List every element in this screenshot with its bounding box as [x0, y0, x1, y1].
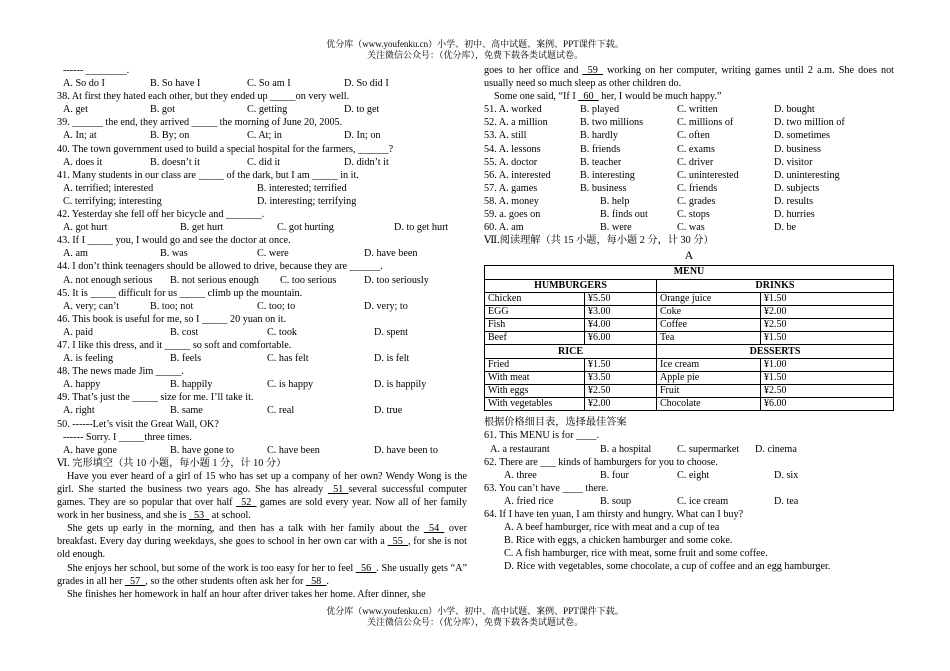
q43-stem: 43. If I _____ you, I would go and see the doctor at once.	[57, 235, 291, 247]
option: C. At; in	[247, 130, 282, 142]
table-row: Fried ¥1.50 Ice cream ¥1.00	[485, 358, 894, 371]
option: D. to get	[344, 104, 380, 116]
menu-title: MENU	[485, 266, 894, 279]
table-row: EGG ¥3.00 Coke ¥2.00	[485, 305, 894, 318]
option: A. terrified; interested	[63, 182, 154, 194]
drinks-heading: DRINKS	[657, 279, 894, 292]
q64-option-b: B. Rice with eggs, a chicken hamburger and some coke.	[504, 535, 733, 547]
left-column	[57, 64, 467, 601]
footer-line-2: 关注微信公众号：（优分库），免费下载各类试题试卷。	[366, 617, 583, 627]
q37-options	[57, 77, 467, 90]
option: A. right	[63, 405, 95, 417]
option: B. cost	[170, 326, 199, 338]
q43-options	[57, 247, 467, 260]
option: C. getting	[247, 104, 288, 116]
option: A. three	[504, 469, 537, 481]
option: A. got hurt	[63, 222, 108, 234]
q47-stem: 47. I like this dress, and it _____ so soft and comfortable.	[57, 339, 292, 351]
q48-stem: 48. The news made Jim _____.	[57, 366, 184, 378]
option: D. too seriously	[364, 274, 429, 286]
header-line-1: 优分库（www.youfenku.cn）小学、初中、高中试题、案例、PPT课件下载。	[326, 39, 624, 49]
option: D. spent	[374, 326, 408, 338]
page-footer	[0, 606, 950, 628]
q50-options	[57, 444, 467, 457]
option: D. didn’t it	[344, 156, 389, 168]
table-row: With meat ¥3.50 Apple pie ¥1.50	[485, 371, 894, 384]
option: C. too; to	[257, 300, 296, 312]
q49-options	[57, 404, 467, 417]
option: C. So am I	[247, 78, 291, 90]
option: A. not enough serious	[63, 274, 153, 286]
cloze-paragraph-4-cont: goes to her office and _59_ working on her computer, writing games until 2 a.m. She does not usually need so much sleep as other children do.	[484, 65, 894, 90]
q42-options	[57, 221, 467, 234]
option: A. a restaurant	[490, 443, 550, 455]
option: A. paid	[63, 326, 93, 338]
passage-label: A	[684, 248, 694, 263]
cloze-paragraph-4: She finishes her homework in half an hour after driver takes her home. After dinner, she	[67, 588, 426, 600]
option: D. cinema	[755, 443, 797, 455]
option: B. happily	[170, 379, 213, 391]
option: C. eight	[677, 469, 710, 481]
q46-options	[57, 326, 467, 339]
rice-heading: RICE	[485, 345, 657, 358]
q50-stem-2: ------ Sorry. I _____three times.	[63, 431, 192, 443]
q39-options	[57, 129, 467, 142]
q64-option-d: D. Rice with vegetables, some chocolate, a cup of coffee and an egg hamburger.	[504, 561, 831, 573]
option: B. have gone to	[170, 444, 234, 456]
q49-stem: 49. That’s just the _____ size for me. I’ll take it.	[57, 392, 254, 404]
q46-stem: 46. This book is useful for me, so I _____ 20 yuan on it.	[57, 313, 287, 325]
option: B. not serious enough	[170, 274, 259, 286]
menu-table	[484, 265, 894, 411]
option: B. feels	[170, 353, 202, 365]
q64-stem: 64. If I have ten yuan, I am thirsty and hungry. What can I buy?	[484, 509, 744, 521]
q63-options	[484, 495, 894, 508]
cloze-option-row: 56. A. interested B. interesting C. uninterested D. uninteresting	[484, 169, 840, 181]
option: D. is felt	[374, 353, 410, 365]
option: D. true	[374, 405, 403, 417]
q64-option-c: C. A fish hamburger, rice with meat, some fruit and some coffee.	[504, 548, 768, 560]
option: B. By; on	[150, 130, 190, 142]
blank-55: _55_	[387, 536, 408, 548]
header-line-2: 关注微信公众号：（优分库），免费下载各类试题试卷。	[366, 50, 583, 60]
menu-instruction: 根据价格细目表，选择最佳答案	[484, 417, 627, 429]
cloze-paragraph-2: She gets up early in the morning, and then has a talk with her family about the _54_ over breakfast. Every day during weekdays, she goes to school in her own car with a _55_, for she is not old enough.	[57, 523, 467, 561]
desserts-heading: DESSERTS	[657, 345, 894, 358]
option: A. am	[63, 248, 88, 260]
option: D. interesting; terrifying	[257, 195, 357, 207]
option: B. soup	[600, 495, 632, 507]
q45-options	[57, 300, 467, 313]
cloze-options	[484, 103, 894, 234]
option: C. ice cream	[677, 495, 729, 507]
cloze-option-row: 58. A. money B. help C. grades D. results	[484, 195, 814, 207]
q47-options	[57, 352, 467, 365]
option: C. took	[267, 326, 298, 338]
option: B. too; not	[150, 300, 194, 312]
option: B. doesn’t it	[150, 156, 200, 168]
q64-option-a: A. A beef hamburger, rice with meat and a cup of tea	[504, 522, 720, 534]
option: A. very; can’t	[63, 300, 120, 312]
section-6-title: Ⅵ. 完形填空（共 10 小题，每小题 1 分，计 10 分）	[57, 457, 287, 469]
q63-stem: 63. You can’t have ____ there.	[484, 482, 609, 494]
option: A. is feeling	[63, 353, 114, 365]
option: B. got	[150, 104, 175, 116]
option: D. very; to	[364, 300, 408, 312]
option: A. does it	[63, 156, 103, 168]
blank-54: _54_	[423, 523, 445, 535]
option: C. terrifying; interesting	[63, 195, 162, 207]
option: D. six	[774, 469, 799, 481]
option: D. have been to	[374, 444, 438, 456]
cloze-paragraph-3: She enjoys her school, but some of the work is too easy for her to feel _56_. She usually gets “A” grades in all her _57_, so the other students often ask her for _58_.	[57, 562, 467, 587]
q41-options-a	[57, 182, 467, 195]
footer-line-1: 优分库（www.youfenku.cn）小学、初中、高中试题、案例、PPT课件下载。	[326, 606, 624, 616]
blank-60: _60_	[578, 91, 599, 103]
option: B. a hospital	[600, 443, 652, 455]
option: A. So do I	[63, 78, 105, 90]
blank-53: _53_	[188, 510, 210, 522]
right-column	[484, 64, 894, 574]
option: D. have been	[364, 248, 418, 260]
q62-options	[484, 469, 894, 482]
option: D. to get hurt	[394, 222, 449, 234]
option: C. have been	[267, 444, 320, 456]
option: D. So did I	[344, 78, 389, 90]
q45-stem: 45. It is _____ difficult for us _____ climb up the mountain.	[57, 287, 303, 299]
option: A. happy	[63, 379, 101, 391]
cloze-option-row: 59. a. goes on B. finds out C. stops D. hurries	[484, 209, 815, 221]
hamburgers-heading: HUMBURGERS	[485, 279, 657, 292]
q41-options-b	[57, 195, 467, 208]
cloze-option-row: 55. A. doctor B. teacher C. driver D. visitor	[484, 156, 813, 168]
option: C. did it	[247, 156, 281, 168]
option: B. interested; terrified	[257, 182, 347, 194]
q37-stem: ------ ________.	[63, 65, 130, 76]
option: C. too serious	[280, 274, 337, 286]
cloze-option-row: 52. A. a million B. two millions C. millions of D. two million of	[484, 117, 845, 129]
table-row: With vegetables ¥2.00 Chocolate ¥6.00	[485, 398, 894, 411]
table-row: With eggs ¥2.50 Fruit ¥2.50	[485, 385, 894, 398]
page-header	[0, 39, 950, 61]
option: C. is happy	[267, 379, 314, 391]
q41-stem: 41. Many students in our class are _____ of the dark, but I am _____ in it.	[57, 169, 359, 181]
q61-options	[484, 443, 894, 456]
q40-options	[57, 156, 467, 169]
option: C. real	[267, 405, 295, 417]
option: A. have gone	[63, 444, 118, 456]
cloze-option-row: 57. A. games B. business C. friends D. subjects	[484, 182, 820, 194]
blank-51: _51_	[327, 484, 349, 495]
cloze-option-row: 54. A. lessons B. friends C. exams D. business	[484, 143, 821, 155]
option: B. four	[600, 469, 629, 481]
option: C. supermarket	[677, 443, 740, 455]
q62-stem: 62. There are ___ kinds of hamburgers for you to choose.	[484, 456, 718, 468]
blank-59: _59_	[582, 65, 603, 76]
cloze-paragraph-1: Have you ever heard of a girl of 15 who has set up a company of her own? Wendy Wong is the girl. She started the business two years ago. She has already _51_several successful computer games. They are so popular that over half _52_ games are sold every year. Now all of her family work in her business, and she is _53_ at school.	[57, 470, 468, 522]
option: B. same	[170, 405, 203, 417]
q39-stem: 39. ______ the end, they arrived _____ the morning of June 20, 2005.	[57, 117, 343, 129]
blank-52: _52_	[236, 497, 257, 509]
blank-56: _56_	[355, 562, 377, 574]
q48-options	[57, 378, 467, 391]
option: D. tea	[774, 495, 799, 507]
table-row: Beef ¥6.00 Tea ¥1.50	[485, 332, 894, 345]
cloze-option-row: 60. A. am B. were C. was D. be	[484, 222, 797, 234]
option: C. got hurting	[277, 222, 334, 234]
option: C. were	[257, 248, 289, 260]
q40-stem: 40. The town government used to build a special hospital for the farmers, ______?	[57, 143, 394, 155]
q44-options	[57, 274, 467, 287]
section-7-title: Ⅶ.阅读理解（共 15 小题，每小题 2 分，计 30 分）	[484, 235, 714, 247]
option: B. So have I	[150, 78, 201, 90]
table-row: Fish ¥4.00 Coffee ¥2.50	[485, 319, 894, 332]
option: B. get hurt	[180, 222, 224, 234]
cloze-option-row: 53. A. still B. hardly C. often D. sometimes	[484, 130, 831, 142]
option: A. get	[63, 104, 88, 116]
cloze-option-row: 51. A. worked B. played C. written D. bought	[484, 104, 815, 116]
option: A. In; at	[63, 130, 97, 142]
option: C. has felt	[267, 353, 309, 365]
q61-stem: 61. This MENU is for ____.	[484, 430, 599, 442]
option: D. In; on	[344, 130, 381, 142]
q44-stem: 44. I don’t think teenagers should be allowed to drive, because they are ______.	[57, 261, 383, 273]
cloze-paragraph-5: Some one said, “If I _60_ her, I would be much happy.”	[494, 91, 722, 103]
blank-57: _57_	[124, 575, 146, 587]
table-row: Chicken ¥5.50 Orange juice ¥1.50	[485, 292, 894, 305]
blank-58: _58_	[305, 575, 327, 587]
q50-stem: 50. ------Let’s visit the Great Wall, OK?	[57, 418, 219, 430]
q42-stem: 42. Yesterday she fell off her bicycle and _______.	[57, 209, 265, 221]
q38-options	[57, 103, 467, 116]
option: A. fried rice	[504, 495, 554, 507]
q38-stem: 38. At first they hated each other, but they ended up _____on very well.	[57, 91, 350, 103]
option: B. was	[160, 248, 188, 260]
option: D. is happily	[374, 379, 427, 391]
